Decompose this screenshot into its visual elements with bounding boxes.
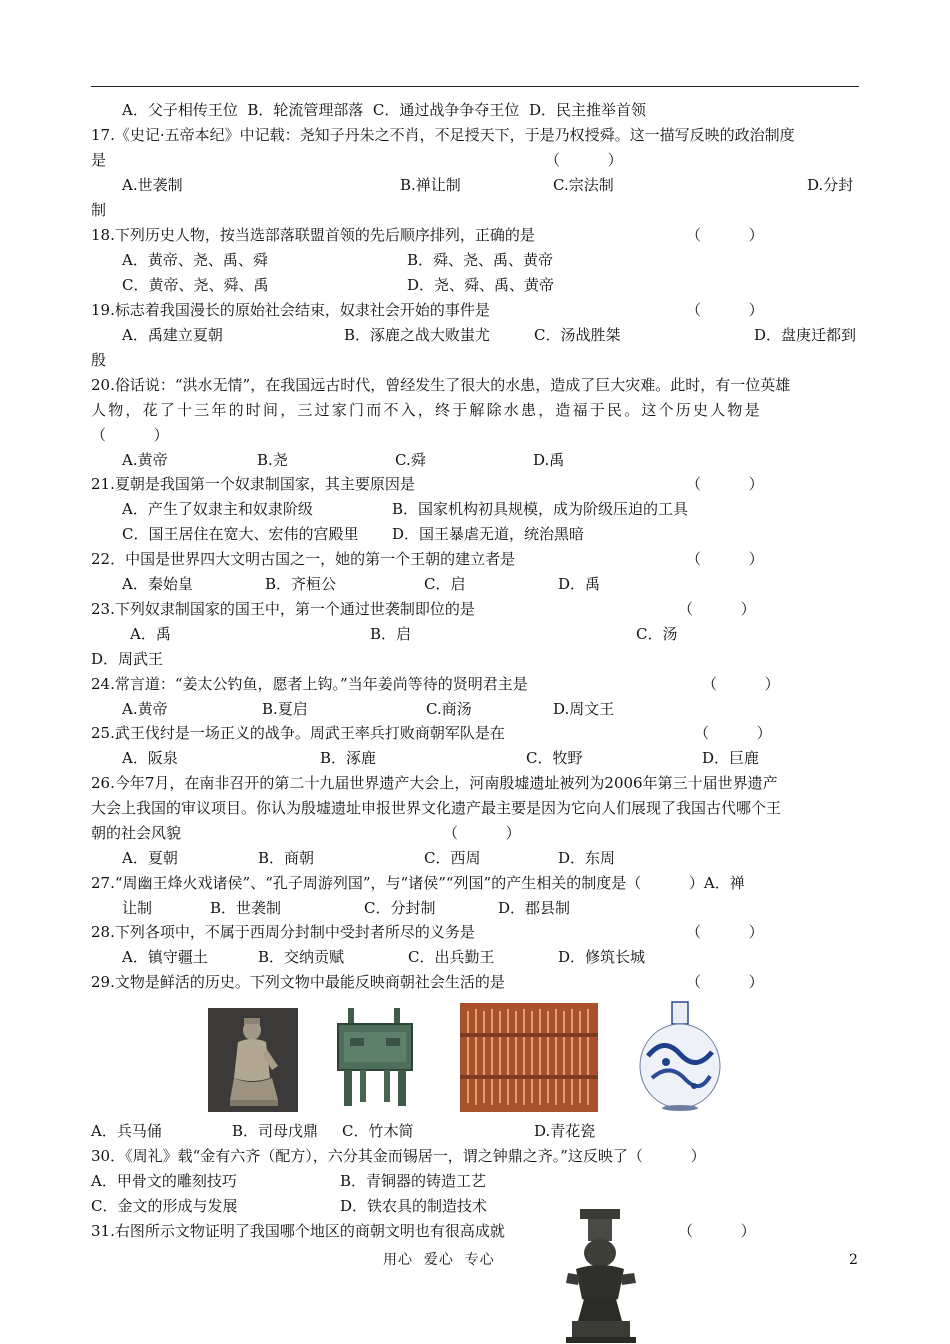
q26-stem-cont-2: 朝的社会风貌	[91, 824, 182, 842]
q19-answer-blank: （ ）	[686, 301, 764, 319]
q27-option-a-cont: 让制	[122, 899, 153, 917]
q28-answer-blank: （ ）	[686, 923, 764, 941]
q19-option-c: C．汤战胜桀	[534, 326, 621, 344]
q27-stem: 27.“周幽王烽火戏诸侯”、“孔子周游列国”，与“诸侯”“列国”的产生相关的制度是（ ）A．禅	[91, 874, 745, 892]
q22-answer-blank: （ ）	[686, 550, 764, 568]
footer-motto: 用心 爱心 专心	[383, 1252, 495, 1268]
q16-options: A．父子相传王位 B．轮流管理部落 C．通过战争争夺王位 D．民主推举首领	[122, 101, 646, 119]
q19-option-d-cont: 殷	[91, 351, 107, 369]
q22-option-a: A．秦始皇	[122, 575, 193, 593]
header-rule	[91, 86, 859, 87]
q29-option-d: D.青花瓷	[534, 1122, 596, 1140]
q30-option-d: D．铁农具的制造技术	[340, 1197, 488, 1215]
q22-option-b: B．齐桓公	[265, 575, 337, 593]
q28-option-c: C．出兵勤王	[408, 948, 495, 966]
q26-answer-blank: （ ）	[443, 824, 521, 842]
page-number: 2	[849, 1252, 858, 1268]
q24-answer-blank: （ ）	[702, 675, 780, 693]
q24-option-b: B.夏启	[262, 700, 308, 718]
q20-stem: 20.俗话说：“洪水无情”，在我国远古时代，曾经发生了很大的水患，造成了巨大灾难。此时，有一位英雄	[91, 376, 791, 394]
q30-option-c: C．金文的形成与发展	[91, 1197, 238, 1215]
bronze-statue-image	[558, 1203, 644, 1344]
q20-option-b: B.尧	[257, 451, 288, 469]
bamboo-slips-image	[460, 1003, 598, 1112]
q18-option-a: A．黄帝、尧、禹、舜	[122, 251, 268, 269]
q19-option-b: B．涿鹿之战大败蚩尤	[344, 326, 491, 344]
q31-answer-blank: （ ）	[678, 1222, 756, 1240]
q25-stem: 25.武王伐纣是一场正义的战争。周武王率兵打败商朝军队是在	[91, 724, 505, 742]
q25-option-c: C．牧野	[526, 749, 583, 767]
q18-option-b: B．舜、尧、禹、黄帝	[407, 251, 554, 269]
q23-stem: 23.下列奴隶制国家的国王中，第一个通过世袭制即位的是	[91, 600, 475, 618]
q17-option-c: C.宗法制	[553, 176, 614, 194]
q21-option-b: B．国家机构初具规模，成为阶级压迫的工具	[392, 500, 689, 518]
q30-stem: 30．《周礼》载“金有六齐（配方），六分其金而锡居一，谓之钟鼎之齐。”这反映了（ ）	[91, 1147, 706, 1165]
q18-option-c: C．黄帝、尧、舜、禹	[122, 276, 269, 294]
q30-option-a: A．甲骨文的雕刻技巧	[91, 1172, 237, 1190]
q17-stem-cont: 是	[91, 151, 107, 169]
q27-option-d: D．郡县制	[498, 899, 571, 917]
q23-answer-blank: （ ）	[678, 600, 756, 618]
q29-stem: 29.文物是鲜活的历史。下列文物中最能反映商朝社会生活的是	[91, 973, 505, 991]
q28-option-a: A．镇守疆土	[122, 948, 208, 966]
q23-option-a: A．禹	[130, 625, 171, 643]
q17-answer-blank: （ ）	[545, 151, 623, 169]
q21-stem: 21.夏朝是我国第一个奴隶制国家，其主要原因是	[91, 475, 415, 493]
q19-stem: 19.标志着我国漫长的原始社会结束，奴隶社会开始的事件是	[91, 301, 490, 319]
q25-option-b: B．涿鹿	[320, 749, 377, 767]
q20-option-a: A.黄帝	[122, 451, 168, 469]
q21-option-a: A．产生了奴隶主和奴隶阶级	[122, 500, 313, 518]
q17-option-b: B.禅让制	[400, 176, 461, 194]
q22-option-c: C．启	[424, 575, 466, 593]
q26-option-d: D．东周	[558, 849, 616, 867]
q24-option-c: C.商汤	[426, 700, 472, 718]
q24-stem: 24.常言道：“姜太公钓鱼，愿者上钩。”当年姜尚等待的贤明君主是	[91, 675, 528, 693]
q22-stem: 22．中国是世界四大文明古国之一，她的第一个王朝的建立者是	[91, 550, 516, 568]
q25-option-a: A．阪泉	[122, 749, 178, 767]
q23-option-b: B．启	[370, 625, 412, 643]
q19-option-a: A．禹建立夏朝	[122, 326, 223, 344]
q18-answer-blank: （ ）	[686, 226, 764, 244]
q21-answer-blank: （ ）	[686, 475, 764, 493]
q17-option-d-cont: 制	[91, 201, 107, 219]
q23-option-c: C．汤	[636, 625, 678, 643]
q29-option-b: B．司母戊鼎	[232, 1122, 319, 1140]
q23-option-d: D．周武王	[91, 650, 164, 668]
q26-option-b: B．商朝	[258, 849, 315, 867]
blue-white-porcelain-image	[630, 996, 730, 1112]
q22-option-d: D．禹	[558, 575, 601, 593]
q26-option-c: C．西周	[424, 849, 481, 867]
q26-stem-cont-1: 大会上我国的审议项目。你认为殷墟遗址申报世界文化遗产最主要是因为它向人们展现了我国古代哪个王	[91, 799, 782, 817]
q26-option-a: A．夏朝	[122, 849, 178, 867]
q28-stem: 28.下列各项中，不属于西周分封制中受封者所尽的义务是	[91, 923, 475, 941]
q21-option-d: D．国王暴虐无道，统治黑暗	[392, 525, 585, 543]
simuwu-ding-image	[330, 1004, 420, 1112]
q29-answer-blank: （ ）	[686, 973, 764, 991]
q29-option-a: A．兵马俑	[91, 1122, 162, 1140]
q27-option-b: B．世袭制	[210, 899, 282, 917]
q20-option-d: D.禹	[533, 451, 565, 469]
q24-option-a: A.黄帝	[122, 700, 168, 718]
q18-stem: 18.下列历史人物，按当选部落联盟首领的先后顺序排列，正确的是	[91, 226, 535, 244]
terracotta-warrior-image	[208, 1008, 298, 1112]
q17-option-d: D.分封	[807, 176, 854, 194]
q24-option-d: D.周文王	[553, 700, 615, 718]
q30-option-b: B．青铜器的铸造工艺	[340, 1172, 487, 1190]
q20-answer-blank: （ ）	[91, 426, 169, 444]
q28-option-b: B．交纳贡赋	[258, 948, 345, 966]
q17-option-a: A.世袭制	[122, 176, 183, 194]
q26-stem: 26.今年7月，在南非召开的第二十九届世界遗产大会上，河南殷墟遗址被列为2006年第三十届世界遗产	[91, 774, 778, 792]
q28-option-d: D．修筑长城	[558, 948, 646, 966]
q20-option-c: C.舜	[395, 451, 426, 469]
q21-option-c: C．国王居住在宽大、宏伟的宫殿里	[122, 525, 359, 543]
q20-stem-cont: 人物，花了十三年的时间，三过家门而不入，终于解除水患，造福于民。这个历史人物是	[91, 401, 762, 419]
q25-answer-blank: （ ）	[694, 724, 772, 742]
q25-option-d: D．巨鹿	[702, 749, 760, 767]
q17-stem: 17.《史记·五帝本纪》中记载：尧知子丹朱之不肖，不足授天下，于是乃权授舜。这一描写反映的政治制度	[91, 126, 795, 144]
q29-option-c: C．竹木简	[342, 1122, 414, 1140]
q18-option-d: D．尧、舜、禹、黄帝	[407, 276, 555, 294]
q27-option-c: C．分封制	[364, 899, 436, 917]
q31-stem: 31.右图所示文物证明了我国哪个地区的商朝文明也有很高成就	[91, 1222, 505, 1240]
q19-option-d: D．盘庚迁都到	[754, 326, 857, 344]
